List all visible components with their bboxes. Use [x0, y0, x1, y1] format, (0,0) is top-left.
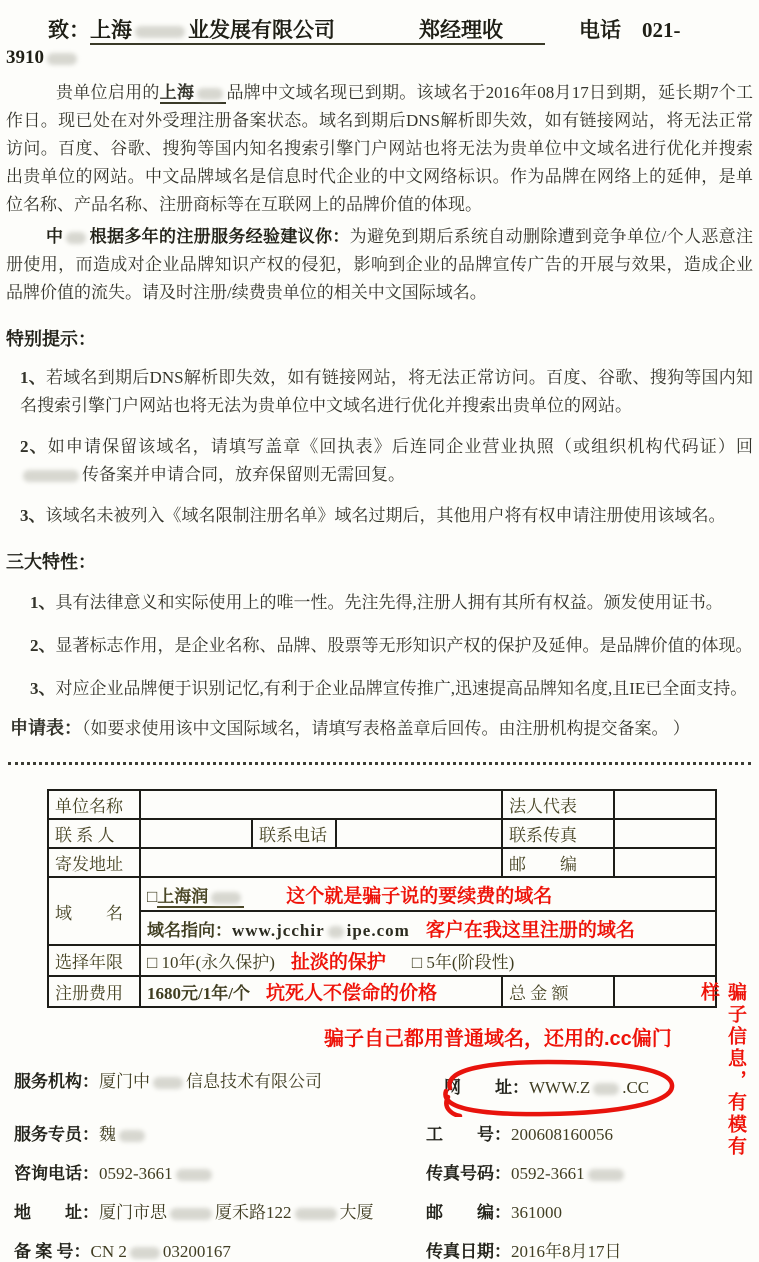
- redacted-text: [588, 1169, 624, 1181]
- zip-footer-value: 361000: [511, 1203, 562, 1222]
- phone-number-wrap: 3910: [6, 47, 753, 69]
- contact-fax-value: [614, 819, 716, 848]
- contact-phone-value: [336, 819, 502, 848]
- years-5-option: 5年(阶段性): [426, 953, 515, 972]
- application-form-table: [47, 789, 717, 1008]
- recipient-underlined: [90, 18, 545, 45]
- years-label: 选择年限: [48, 945, 140, 976]
- website-circled: 网 址：WWW.Z .CC: [426, 1067, 665, 1106]
- table-row: [48, 877, 716, 911]
- record-number-row: 备 案 号：CN 2 03200167 传真日期：2016年8月17日: [14, 1242, 622, 1261]
- table-row: [48, 790, 716, 819]
- zip-footer-label: 邮 编：: [426, 1203, 511, 1222]
- redacted-text: [295, 1208, 337, 1220]
- record-number-label: 备 案 号：: [14, 1242, 91, 1261]
- table-row: [48, 911, 716, 945]
- underline-tail: [503, 18, 545, 42]
- table-row: [48, 945, 716, 976]
- paragraph-advice: 中 根据多年的注册服务经验建议你：为避免到期后系统自动删除遭到竞争单位/个人恶意注册使用，而造成对企业品牌知识产权的侵犯，影响到企业的品牌宣传广告的开展与效果，造成企业品牌价值的流失。请及时注册/续费贵单位的相关中文国际域名。: [6, 227, 754, 302]
- service-info-block: [14, 1067, 753, 1262]
- domain-cell: [140, 877, 716, 911]
- redacted-text: [170, 1208, 212, 1220]
- address-row: 地 址：厦门市思 厦禾路122 大厦 邮 编：361000: [14, 1203, 562, 1222]
- brand-name-underlined: 上海: [160, 83, 227, 104]
- domain-pointer-cell: [140, 911, 716, 945]
- feature-item-3: 3、对应企业品牌便于识别记忆,有利于企业品牌宣传推广,迅速提高品牌知名度,且IE已全面支持。: [30, 679, 748, 698]
- recipient-company-post: 业发展有限公司: [188, 18, 335, 42]
- fax-date-value: 2016年8月17日: [511, 1242, 622, 1261]
- phone-label: 电话: [579, 18, 621, 42]
- table-row: [48, 819, 716, 848]
- table-row: [48, 848, 716, 877]
- consult-phone-label: 咨询电话：: [14, 1164, 99, 1183]
- scam-domain-annotation: 骗子自己都用普通域名，还用的.cc偏门: [324, 1028, 672, 1050]
- redacted-text: [593, 1083, 619, 1095]
- redacted-text: [153, 1077, 183, 1089]
- mailing-address-value: [140, 848, 502, 877]
- contact-label: 联 系 人: [48, 819, 140, 848]
- phone-number-part1: 021-: [642, 18, 681, 42]
- fax-number-label: 传真号码：: [426, 1164, 511, 1183]
- advice-lead: 中 根据多年的注册服务经验建议你：: [46, 227, 350, 246]
- application-label: 申请表：: [10, 718, 82, 738]
- redacted-text: [197, 88, 223, 100]
- fee-cell: [140, 976, 502, 1007]
- years-scam-annotation: 扯淡的保护: [290, 952, 386, 973]
- paragraph-domain-expiry: 贵单位启用的上海 品牌中文域名现已到期。该域名于2016年08月17日到期，延长期7个工作日。现已处在对外受理注册备案状态。域名到期后DNS解析即失效，如有链接网站，将无法正常访问。百度、谷歌、搜狗等国内知名搜索引擎门户网站也将无法为贵单位中文域名进行优化并搜索出贵单位的网站。中文品牌域名是信息时代企业的中文网络标识。作为品牌在网络上的延伸，是单位名称、产品名称、注册商标等在互联网上的品牌价值的体现。: [6, 83, 754, 214]
- fax-date-label: 传真日期：: [426, 1242, 511, 1261]
- fee-scam-annotation: 坑死人不偿命的价格: [265, 983, 437, 1004]
- legal-rep-label: 法人代表: [502, 790, 614, 819]
- application-form-note: 申请表：（如要求使用该中文国际域名，请填写表格盖章后回传。由注册机构提交备案。 ）: [10, 718, 690, 738]
- years-cell: [140, 945, 716, 976]
- service-org-row: 服务机构：厦门中 信息技术有限公司 网 址：WWW.Z .CC: [14, 1067, 753, 1106]
- pointer-url-post: ipe.com: [346, 920, 410, 940]
- pointer-label: 域名指向：: [147, 920, 232, 940]
- years-10-option: 10年(永久保护): [161, 953, 275, 972]
- redacted-text: [23, 470, 79, 482]
- pointer-url-pre: www.jcchir: [232, 920, 325, 940]
- unit-name-label: 单位名称: [48, 790, 140, 819]
- fee-label: 注册费用: [48, 976, 140, 1007]
- three-features-title: 三大特性：: [6, 552, 96, 572]
- service-agent-row: 服务专员：魏 工 号：200608160056: [14, 1125, 613, 1144]
- org-label: 服务机构：: [14, 1072, 99, 1091]
- domain-label: 域 名: [48, 877, 140, 945]
- work-number-label: 工 号：: [426, 1125, 511, 1144]
- redacted-text: [135, 26, 185, 38]
- note-item-3: 3、该域名未被列入《域名限制注册名单》域名过期后，其他用户将有权申请注册使用该域名。: [20, 506, 726, 525]
- special-notes-title: 特别提示：: [6, 329, 96, 349]
- redacted-text: [130, 1247, 160, 1259]
- domain-checkbox: □: [147, 886, 158, 906]
- dotted-separator: [8, 760, 751, 765]
- unit-name-value: [140, 790, 502, 819]
- years-10-checkbox: □: [147, 953, 158, 972]
- mailing-address-label: 寄发地址: [48, 848, 140, 877]
- domain-name: 上海润: [157, 887, 244, 908]
- work-number-value: 200608160056: [511, 1125, 613, 1144]
- redacted-text: [66, 232, 86, 244]
- contact-phone-label: 联系电话: [252, 819, 336, 848]
- table-row: [48, 976, 716, 1007]
- legal-rep-value: [614, 790, 716, 819]
- total-amount-label: 总 金 额: [502, 976, 614, 1007]
- recipient-name: 郑经理收: [419, 18, 503, 42]
- pointer-scam-annotation: 客户在我这里注册的域名: [425, 919, 635, 941]
- feature-item-2: 2、显著标志作用，是企业名称、品牌、股票等无形知识产权的保护及延伸。是品牌价值的体现。: [30, 636, 753, 655]
- domain-scam-annotation: 这个就是骗子说的要续费的域名: [286, 885, 553, 907]
- consult-phone-row: 咨询电话：0592-3661 传真号码：0592-3661: [14, 1159, 753, 1184]
- zip-label: 邮 编: [502, 848, 614, 877]
- letter-header: [6, 8, 753, 44]
- gap: [335, 18, 419, 42]
- contact-value: [140, 819, 252, 848]
- redacted-text: [328, 926, 344, 938]
- address-label: 地 址：: [14, 1203, 99, 1222]
- vertical-scam-annotation: 骗子信息，有模有样: [698, 982, 746, 1158]
- recipient-company-pre: 上海: [90, 18, 132, 42]
- zip-value: [614, 848, 716, 877]
- redacted-text: [176, 1169, 212, 1181]
- website-label: 网 址：: [444, 1078, 529, 1097]
- redacted-text: [47, 53, 77, 65]
- years-5-checkbox: □: [411, 953, 423, 972]
- note-item-1: 1、若域名到期后DNS解析即失效，如有链接网站，将无法正常访问。百度、谷歌、搜狗等国内知名搜索引擎门户网站也将无法为贵单位中文域名进行优化并搜索出贵单位的网站。: [20, 368, 753, 415]
- fee-value: 1680元/1年/个: [147, 984, 250, 1003]
- redacted-text: [211, 892, 241, 904]
- agent-label: 服务专员：: [14, 1125, 99, 1144]
- redacted-text: [119, 1130, 145, 1142]
- feature-item-1: 1、具有法律意义和实际使用上的唯一性。先注先得,注册人拥有其所有权益。颁发使用证书。: [30, 593, 723, 612]
- note-item-2: 2、如申请保留该域名，请填写盖章《回执表》后连同企业营业执照（或组织机构代码证）回传备案并申请合同，放弃保留则无需回复。: [20, 437, 754, 484]
- to-label: 致：: [48, 18, 90, 42]
- contact-fax-label: 联系传真: [502, 819, 614, 848]
